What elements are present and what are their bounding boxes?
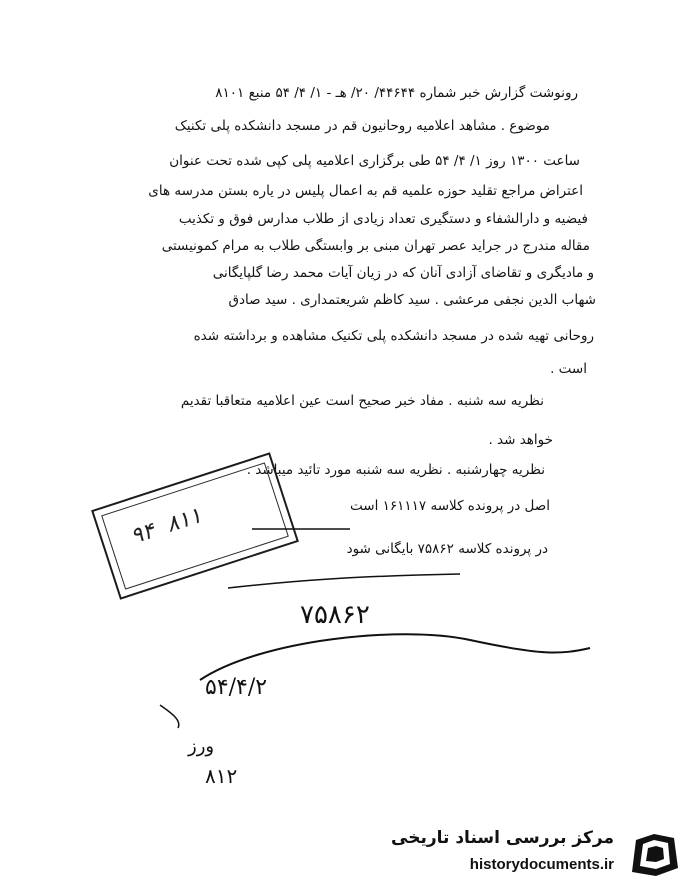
body-line: مقاله مندرج در جراید عصر تهران مبنی بر وابستگی طلاب به مرام کمونیستی: [161, 238, 590, 254]
body-line: روحانی تهیه شده در مسجد دانشکده پلی تکنیک مشاهده و برداشته شده: [193, 328, 594, 344]
stamp-number: ۹۴ ۸۱۱: [127, 503, 205, 550]
handwritten-file-number: ۷۵۸۶۲: [300, 600, 370, 630]
report-header-line: رونوشت گزارش خبر شماره ۴۴۶۴۴/ ۲۰/ هـ - ۱/ ۴/ ۵۴ منبع ۸۱۰۱: [215, 85, 578, 101]
body-line: فیضیه و دارالشفاء و دستگیری تعداد زیادی از طلاب مدارس فوق و تکذیب: [178, 211, 588, 227]
footer-url: historydocuments.ir: [469, 856, 614, 873]
archive-logo-icon: [626, 828, 682, 880]
footer-title: مرکز بررسی اسناد تاریخی: [391, 828, 614, 848]
body-line: و مادیگری و تقاضای آزادی آنان که در زیان آیات محمد رضا گلپایگانی: [212, 265, 594, 281]
body-line: است .: [550, 361, 587, 377]
tuesday-opinion-line: نظریه سه شنبه . مفاد خبر صحیح است عین اعلامیه متعاقبا تقدیم: [180, 393, 544, 409]
archive-file-line: در پرونده کلاسه ۷۵۸۶۲ بایگانی شود: [346, 541, 548, 557]
wednesday-opinion-line: نظریه چهارشنبه . نظریه سه شنبه مورد تائید میباشد .: [246, 462, 545, 478]
body-line: اعتراض مراجع تقلید حوزه علمیه قم به اعمال پلیس در یاره بستن مدرسه های: [148, 183, 583, 199]
subject-line: موضوع . مشاهد اعلامیه روحانیون قم در مسجد دانشکده پلی تکنیک: [174, 118, 550, 134]
body-line: شهاب الدین نجفی مرعشی . سید کاظم شریعتمداری . سید صادق: [228, 292, 596, 308]
archive-footer: [360, 822, 690, 884]
handwritten-date: ۵۴/۴/۲: [205, 675, 268, 700]
handwritten-code: ۸۱۲: [205, 764, 238, 788]
body-line: ساعت ۱۳۰۰ روز ۱/ ۴/ ۵۴ طی برگزاری اعلامیه پلی کپی شده تحت عنوان: [169, 153, 580, 169]
handwritten-note: ورز: [188, 736, 215, 757]
tuesday-opinion-line: خواهد شد .: [488, 432, 553, 448]
original-file-line: اصل در پرونده کلاسه ۱۶۱۱۱۷ است: [350, 498, 550, 514]
